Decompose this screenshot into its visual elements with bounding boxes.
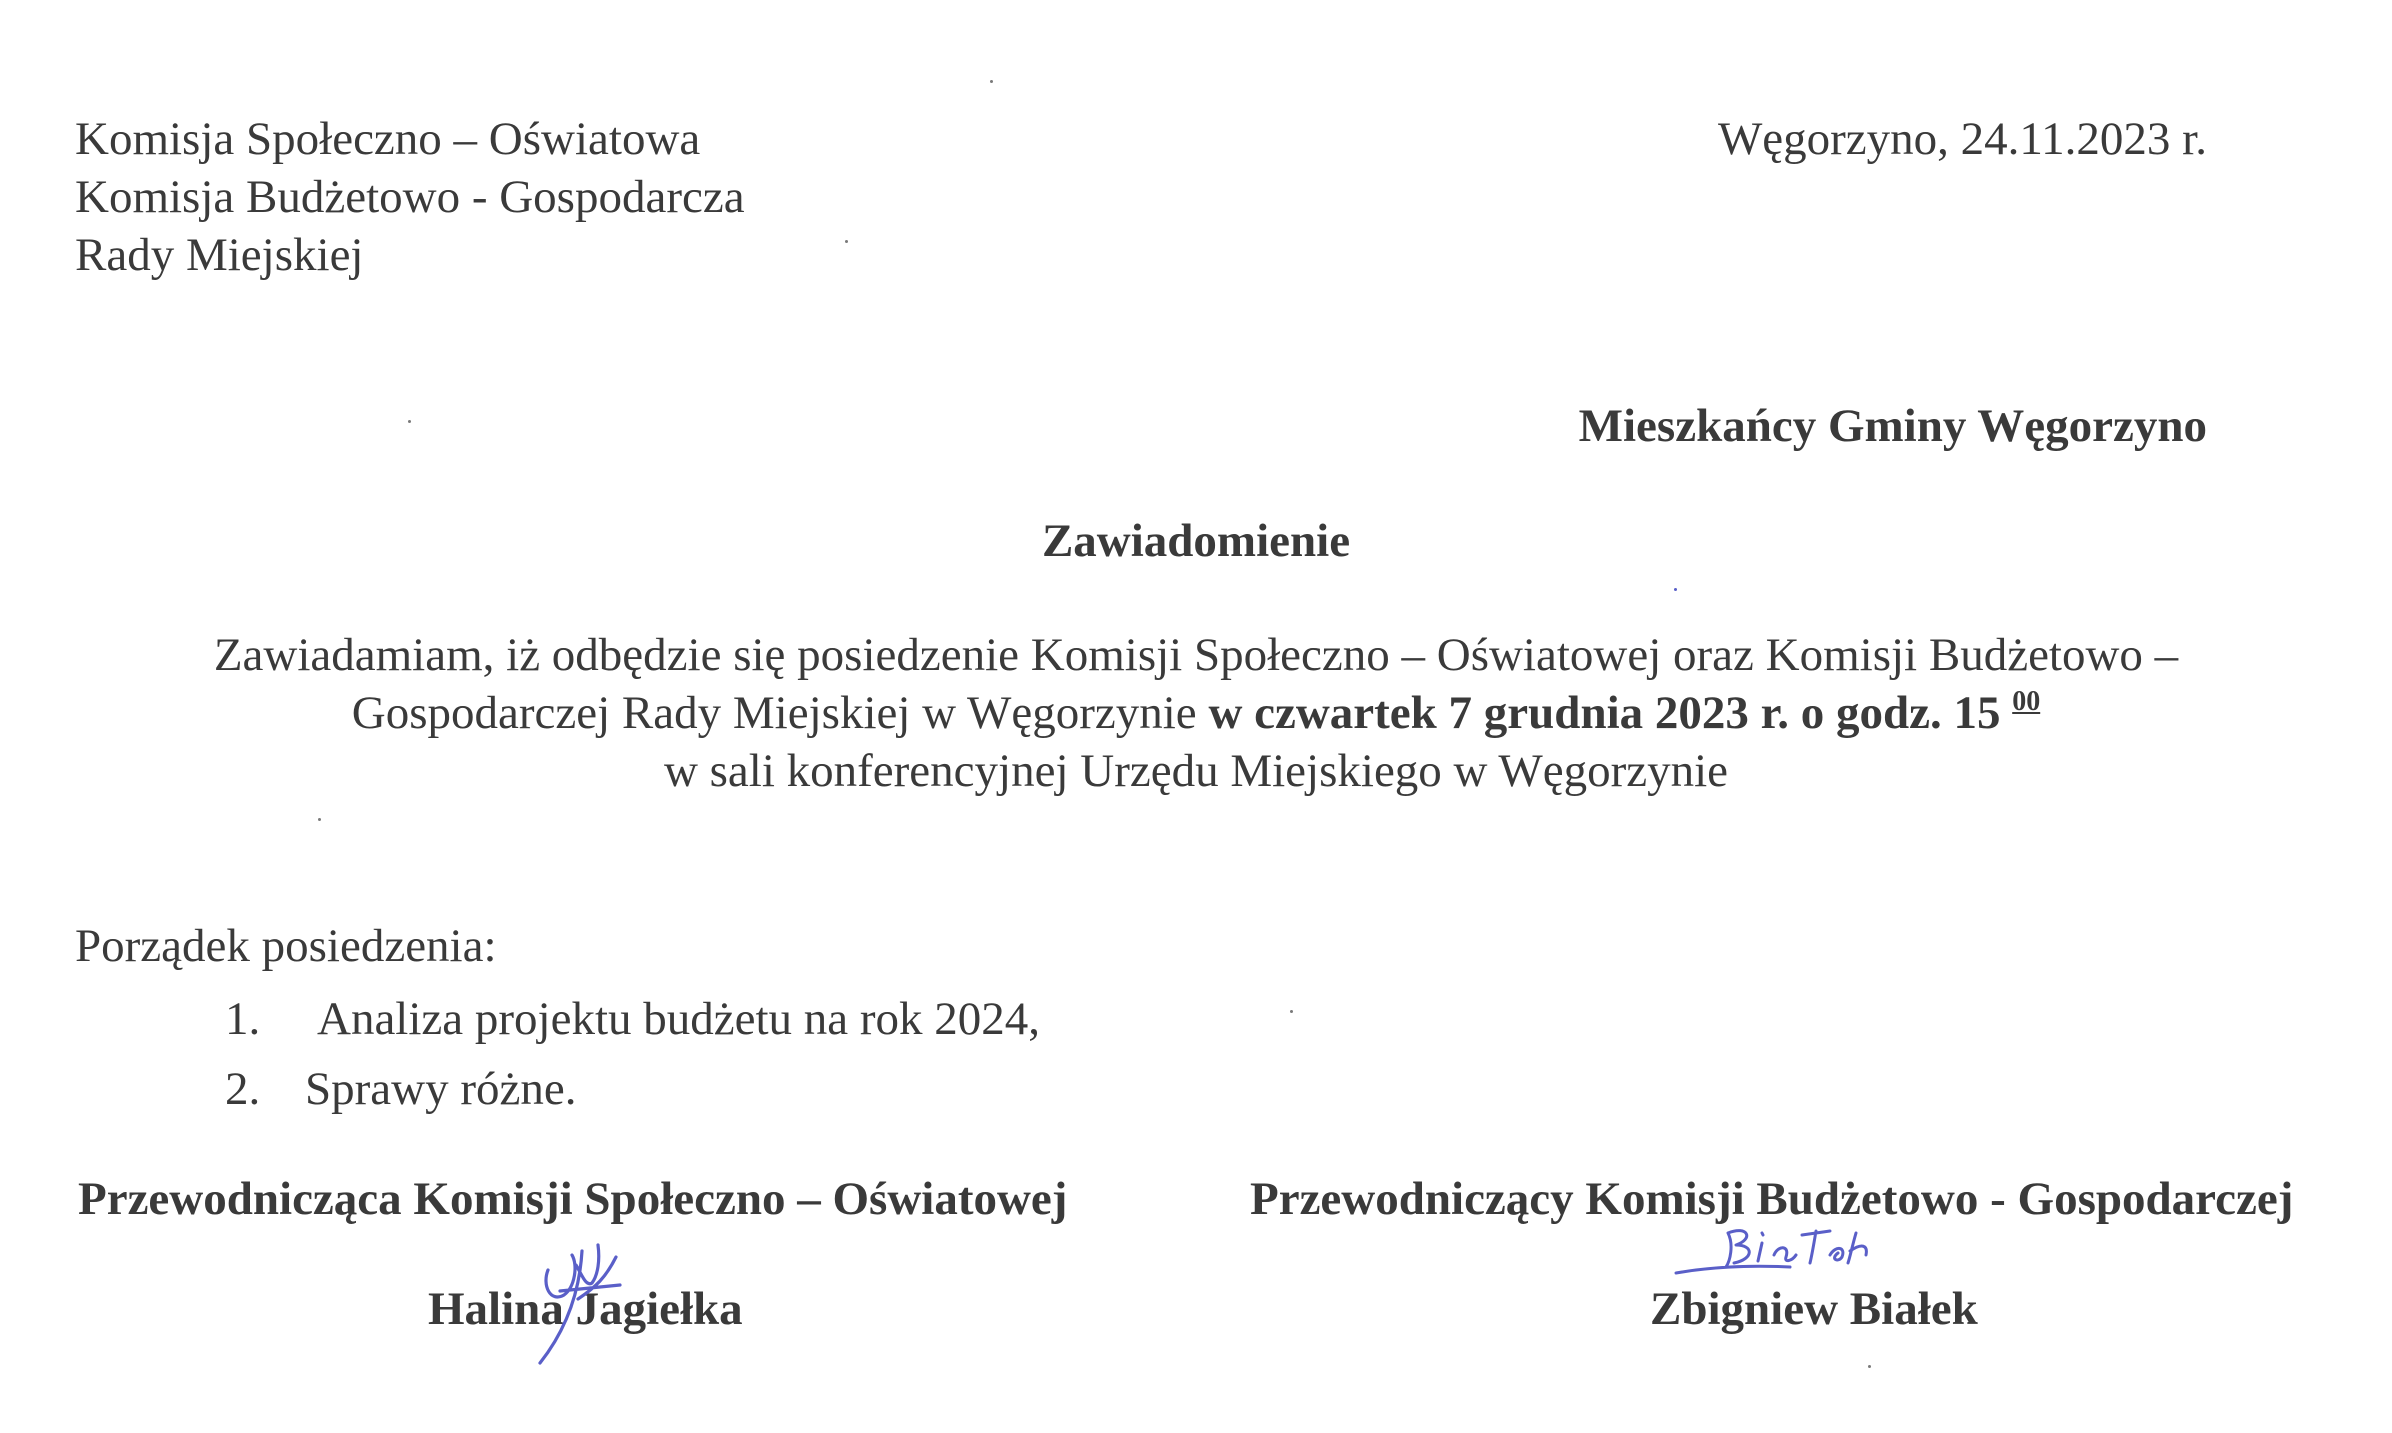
document-title: Zawiadomienie: [1041, 515, 1351, 567]
meeting-datetime: w czwartek 7 grudnia 2023 r. o godz. 15: [1208, 687, 2013, 739]
notice-line-2: [0, 684, 2392, 742]
left-handwritten-signature: [520, 1215, 650, 1365]
agenda-item: [225, 990, 1040, 1048]
scan-speck: [1868, 1365, 1871, 1368]
notice-line-2-text: Gospodarczej Rady Miejskiej w Węgorzynie: [351, 687, 1209, 739]
left-signatory-role: Przewodnicząca Komisji Społeczno – Oświatowej: [78, 1173, 1068, 1225]
scan-speck: [1290, 1010, 1293, 1013]
notice-paragraph: [0, 626, 2392, 800]
sender-line-2: Komisja Budżetowo - Gospodarcza: [75, 171, 745, 223]
sender-line-3: Rady Miejskiej: [75, 229, 364, 281]
agenda-item-number: 1.: [225, 993, 261, 1045]
right-signatory-role: Przewodniczący Komisji Budżetowo - Gospodarczej: [1250, 1173, 2294, 1225]
agenda-item-text: Analiza projektu budżetu na rok 2024,: [317, 993, 1041, 1045]
agenda-label: Porządek posiedzenia:: [75, 920, 497, 972]
scan-speck: [845, 240, 848, 243]
notice-line-1: Zawiadamiam, iż odbędzie się posiedzenie Komisji Społeczno – Oświatowej oraz Komisji Budżetowo –: [213, 629, 2179, 681]
scan-speck: [408, 420, 411, 423]
scan-speck: [1674, 588, 1677, 591]
notice-line-3: w sali konferencyjnej Urzędu Miejskiego w Węgorzynie: [663, 745, 1729, 797]
meeting-minutes: 00: [2012, 686, 2041, 717]
place-date: Węgorzyno, 24.11.2023 r.: [1717, 113, 2207, 165]
agenda-item-text: Sprawy różne.: [305, 1063, 577, 1115]
scan-speck: [990, 80, 993, 83]
agenda-item-number: 2.: [225, 1063, 261, 1115]
sender-line-1: Komisja Społeczno – Oświatowa: [75, 113, 701, 165]
right-handwritten-signature: [1670, 1215, 1890, 1295]
scan-speck: [318, 818, 321, 821]
addressee: Mieszkańcy Gminy Węgorzyno: [1578, 400, 2207, 452]
left-signatory-name: Halina Jagiełka: [428, 1283, 743, 1335]
agenda-item: [225, 1060, 576, 1118]
right-signatory-name: Zbigniew Białek: [1650, 1283, 1978, 1335]
